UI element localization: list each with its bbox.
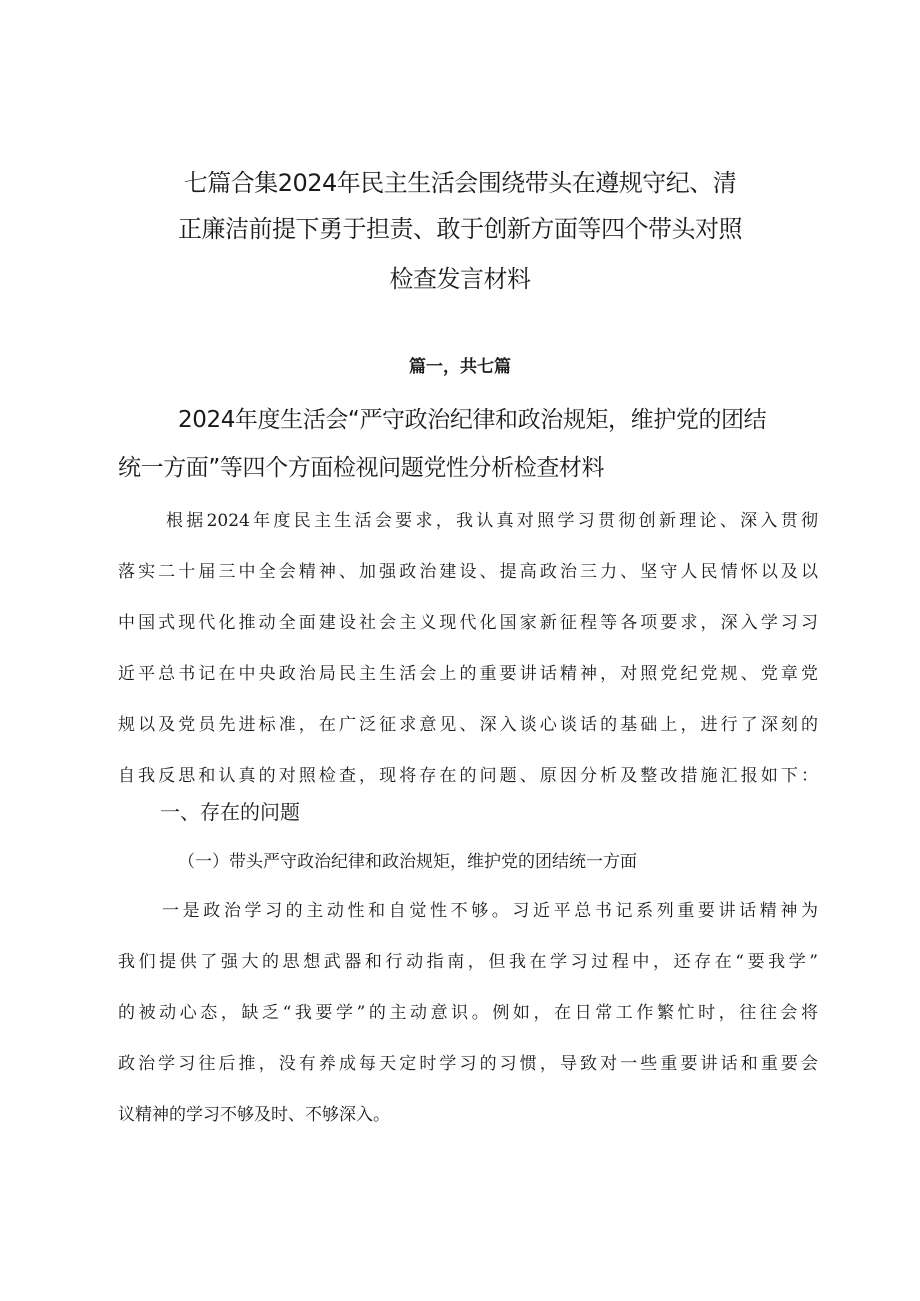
subsection-heading: （一）带头严守政治纪律和政治规矩，维护党的团结统一方面	[178, 852, 637, 872]
intro-line: 近平总书记在中央政治局民主生活会上的重要讲话精神，对照党纪党规、党章党	[118, 664, 818, 684]
body-line: 议精神的学习不够及时、不够深入。	[118, 1105, 390, 1125]
document-title-line-3: 检查发言材料	[389, 265, 531, 293]
document-title-line-2: 正廉洁前提下勇于担责、敢于创新方面等四个带头对照	[178, 215, 742, 243]
section-heading: 一、存在的问题	[160, 800, 300, 824]
document-title-line-1: 七篇合集2024年民主生活会围绕带头在遵规守纪、清	[183, 169, 737, 197]
subtitle-line-2: 统一方面”等四个方面检视问题党性分析检查材料	[118, 455, 605, 481]
part-label: 篇一，共七篇	[409, 357, 511, 377]
intro-line: 落实二十届三中全会精神、加强政治建设、提高政治三力、坚守人民情怀以及以	[118, 562, 818, 582]
body-line: 我们提供了强大的思想武器和行动指南，但我在学习过程中，还存在“要我学”	[118, 952, 818, 972]
intro-line: 中国式现代化推动全面建设社会主义现代化国家新征程等各项要求，深入学习习	[118, 613, 818, 633]
body-line: 的被动心态，缺乏“我要学”的主动意识。例如，在日常工作繁忙时，往往会将	[118, 1003, 818, 1023]
body-line: 政治学习往后推，没有养成每天定时学习的习惯，导致对一些重要讲话和重要会	[118, 1054, 818, 1074]
body-paragraph	[118, 886, 818, 1141]
subtitle-line-1: 2024年度生活会“严守政治纪律和政治规矩，维护党的团结	[178, 407, 767, 433]
body-line: 一是政治学习的主动性和自觉性不够。习近平总书记系列重要讲话精神为	[162, 901, 818, 921]
intro-line: 根据2024年度民主生活会要求，我认真对照学习贯彻创新理论、深入贯彻	[166, 511, 818, 531]
intro-line: 规以及党员先进标准，在广泛征求意见、深入谈心谈话的基础上，进行了深刻的	[118, 715, 818, 735]
intro-paragraph	[118, 496, 818, 802]
intro-line: 自我反思和认真的对照检查，现将存在的问题、原因分析及整改措施汇报如下：	[118, 766, 818, 786]
